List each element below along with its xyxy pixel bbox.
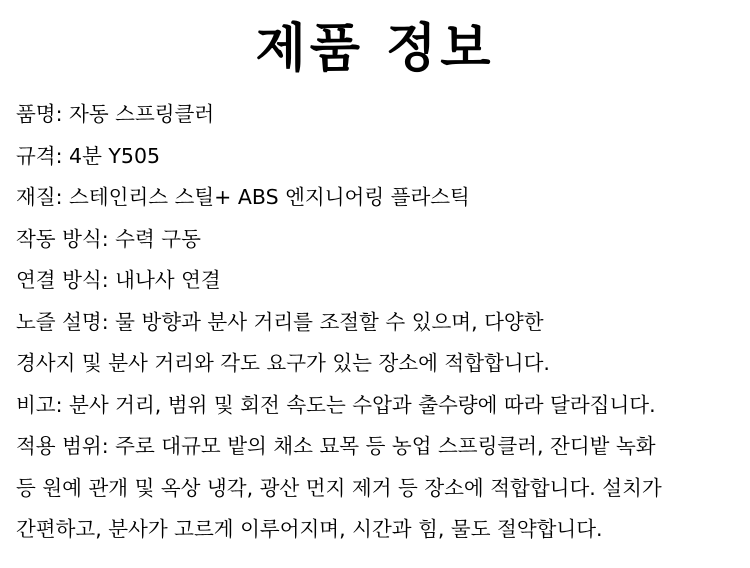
- text-line-material: 재질: 스테인리스 스틸+ ABS 엔지니어링 플라스틱: [16, 185, 470, 209]
- page-title: 제품 정보: [255, 19, 495, 79]
- text-line-nozzle-description: 노즐 설명: 물 방향과 분사 거리를 조절할 수 있으며, 다양한: [16, 309, 544, 334]
- text-line-nozzle-description-cont: 경사지 및 분사 거리와 각도 요구가 있는 장소에 적합합니다.: [16, 351, 550, 375]
- text-line-connection-method: 연결 방식: 내나사 연결: [16, 268, 221, 292]
- text-line-specification: 규격: 4분 Y505: [16, 143, 161, 168]
- text-line-operation-method: 작동 방식: 수력 구동: [16, 226, 201, 251]
- text-line-remarks: 비고: 분사 거리, 범위 및 회전 속도는 수압과 출수량에 따라 달라집니다.: [16, 392, 656, 417]
- text-line-application-scope-end: 간편하고, 분사가 고르게 이루어지며, 시간과 힘, 물도 절약합니다.: [16, 517, 603, 541]
- product-info-text: [16, 94, 740, 551]
- text-line-application-scope-cont: 등 원예 관개 및 옥상 냉각, 광산 먼지 제거 등 장소에 적합합니다. 설치가: [16, 475, 662, 500]
- text-line-product-name: 품명: 자동 스프링클러: [16, 102, 215, 126]
- text-line-application-scope: 적용 범위: 주로 대규모 밭의 채소 묘목 등 농업 스프링클러, 잔디밭 녹화: [16, 434, 656, 458]
